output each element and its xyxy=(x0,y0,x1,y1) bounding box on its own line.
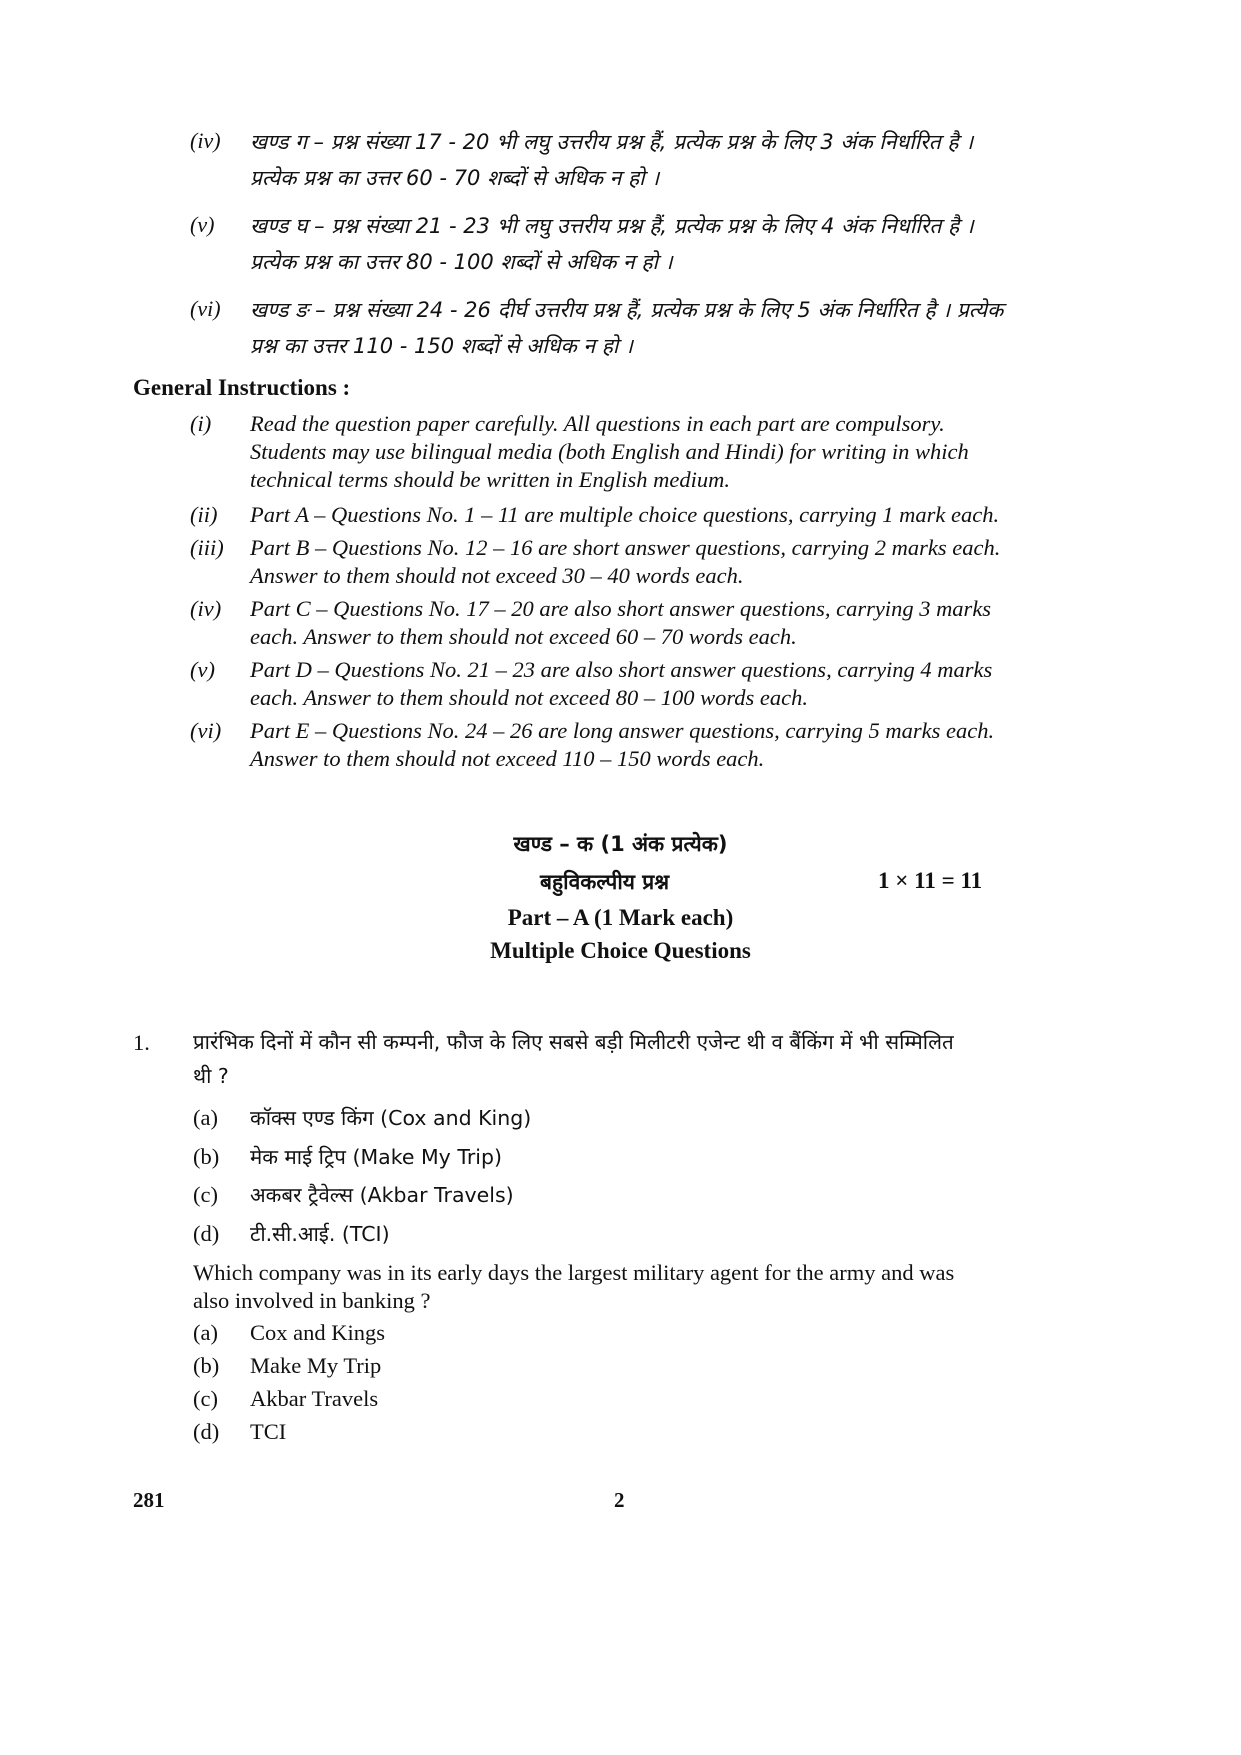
option-label: (a) xyxy=(193,1105,218,1130)
instruction-line: each. Answer to them should not exceed 80 – 100 words each. xyxy=(250,685,809,710)
paper-code: 281 xyxy=(133,1488,165,1512)
instruction-line: Part C – Questions No. 17 – 20 are also short answer questions, carrying 3 marks xyxy=(250,596,992,621)
english-option-c[interactable] xyxy=(193,1386,378,1412)
page-number: 2 xyxy=(614,1488,625,1512)
option-text: Akbar Travels xyxy=(250,1386,379,1411)
hindi-option-d[interactable] xyxy=(193,1220,390,1248)
instruction-number: (v) xyxy=(190,657,215,682)
instruction-number: (iv) xyxy=(190,596,222,621)
question-english-line: Which company was in its early days the largest military agent for the army and was xyxy=(193,1260,955,1285)
section-english-title: Part – A (1 Mark each) xyxy=(507,905,734,930)
option-label: (b) xyxy=(193,1144,220,1169)
instruction-line: Part E – Questions No. 24 – 26 are long answer questions, carrying 5 marks each. xyxy=(250,718,995,743)
section-hindi-subtitle: बहुविकल्पीय प्रश्न xyxy=(540,870,670,894)
instruction-number: (iii) xyxy=(190,535,224,560)
option-text: Cox and Kings xyxy=(250,1320,385,1345)
option-text: Make My Trip xyxy=(250,1353,382,1378)
option-text: टी.सी.आई. (TCI) xyxy=(250,1222,390,1246)
english-option-a[interactable] xyxy=(193,1320,385,1346)
option-label: (c) xyxy=(193,1386,218,1411)
instruction-number: (iv) xyxy=(190,128,221,153)
hindi-option-a[interactable] xyxy=(193,1104,531,1132)
hindi-option-c[interactable] xyxy=(193,1181,514,1209)
instruction-line: प्रश्न का उत्तर 110 - 150 शब्दों से अधिक न हो । xyxy=(250,334,633,358)
section-english-subtitle: Multiple Choice Questions xyxy=(490,938,751,963)
option-text: TCI xyxy=(250,1419,287,1444)
instruction-line: खण्ड ङ – प्रश्न संख्या 24 - 26 दीर्घ उत्तरीय प्रश्न हैं, प्रत्येक प्रश्न के लिए 5 अंक निर्धारित है । प्रत्येक xyxy=(250,298,1004,322)
option-label: (b) xyxy=(193,1353,220,1378)
instruction-number: (vi) xyxy=(190,718,222,743)
instruction-line: खण्ड घ – प्रश्न संख्या 21 - 23 भी लघु उत्तरीय प्रश्न हैं, प्रत्येक प्रश्न के लिए 4 अंक निर्धारित है । xyxy=(250,214,974,238)
instruction-line: each. Answer to them should not exceed 60 – 70 words each. xyxy=(250,624,797,649)
instruction-number: (vi) xyxy=(190,296,221,321)
section-hindi-title: खण्ड – क (1 अंक प्रत्येक) xyxy=(513,832,728,856)
question-number: 1. xyxy=(133,1030,150,1055)
instruction-number: (ii) xyxy=(190,502,218,527)
option-label: (d) xyxy=(193,1221,220,1246)
instruction-line: प्रत्येक प्रश्न का उत्तर 60 - 70 शब्दों से अधिक न हो । xyxy=(250,166,660,190)
instruction-line: प्रत्येक प्रश्न का उत्तर 80 - 100 शब्दों से अधिक न हो । xyxy=(250,250,673,274)
question-hindi-line: थी ? xyxy=(193,1064,229,1088)
instruction-line: Part B – Questions No. 12 – 16 are short answer questions, carrying 2 marks each. xyxy=(250,535,1001,560)
instruction-number: (v) xyxy=(190,212,215,237)
english-option-b[interactable] xyxy=(193,1353,381,1379)
option-text: मेक माई ट्रिप (Make My Trip) xyxy=(250,1145,502,1169)
instruction-line: Part A – Questions No. 1 – 11 are multiple choice questions, carrying 1 mark each. xyxy=(250,502,1000,527)
option-label: (c) xyxy=(193,1182,218,1207)
instruction-line: खण्ड ग – प्रश्न संख्या 17 - 20 भी लघु उत्तरीय प्रश्न हैं, प्रत्येक प्रश्न के लिए 3 अंक निर्धारित है । xyxy=(250,130,974,154)
option-label: (a) xyxy=(193,1320,218,1345)
instruction-line: Read the question paper carefully. All questions in each part are compulsory. xyxy=(250,411,945,436)
instruction-line: Part D – Questions No. 21 – 23 are also short answer questions, carrying 4 marks xyxy=(250,657,993,682)
english-option-d[interactable] xyxy=(193,1419,286,1445)
instruction-line: technical terms should be written in English medium. xyxy=(250,467,730,492)
section-marks: 1 × 11 = 11 xyxy=(878,868,983,893)
instruction-line: Answer to them should not exceed 110 – 150 words each. xyxy=(250,746,765,771)
question-english-line: also involved in banking ? xyxy=(193,1288,431,1313)
instruction-number: (i) xyxy=(190,411,212,436)
option-text: कॉक्स एण्ड किंग (Cox and King) xyxy=(250,1106,532,1130)
instruction-line: Students may use bilingual media (both English and Hindi) for writing in which xyxy=(250,439,969,464)
instruction-line: Answer to them should not exceed 30 – 40 words each. xyxy=(250,563,744,588)
option-text: अकबर ट्रैवेल्स (Akbar Travels) xyxy=(250,1183,514,1207)
hindi-option-b[interactable] xyxy=(193,1143,502,1171)
question-hindi-line: प्रारंभिक दिनों में कौन सी कम्पनी, फौज के लिए सबसे बड़ी मिलीटरी एजेन्ट थी व बैंकिंग में भी सम्मिलित xyxy=(193,1030,954,1054)
option-label: (d) xyxy=(193,1419,220,1444)
general-instructions-heading: General Instructions : xyxy=(133,375,351,400)
